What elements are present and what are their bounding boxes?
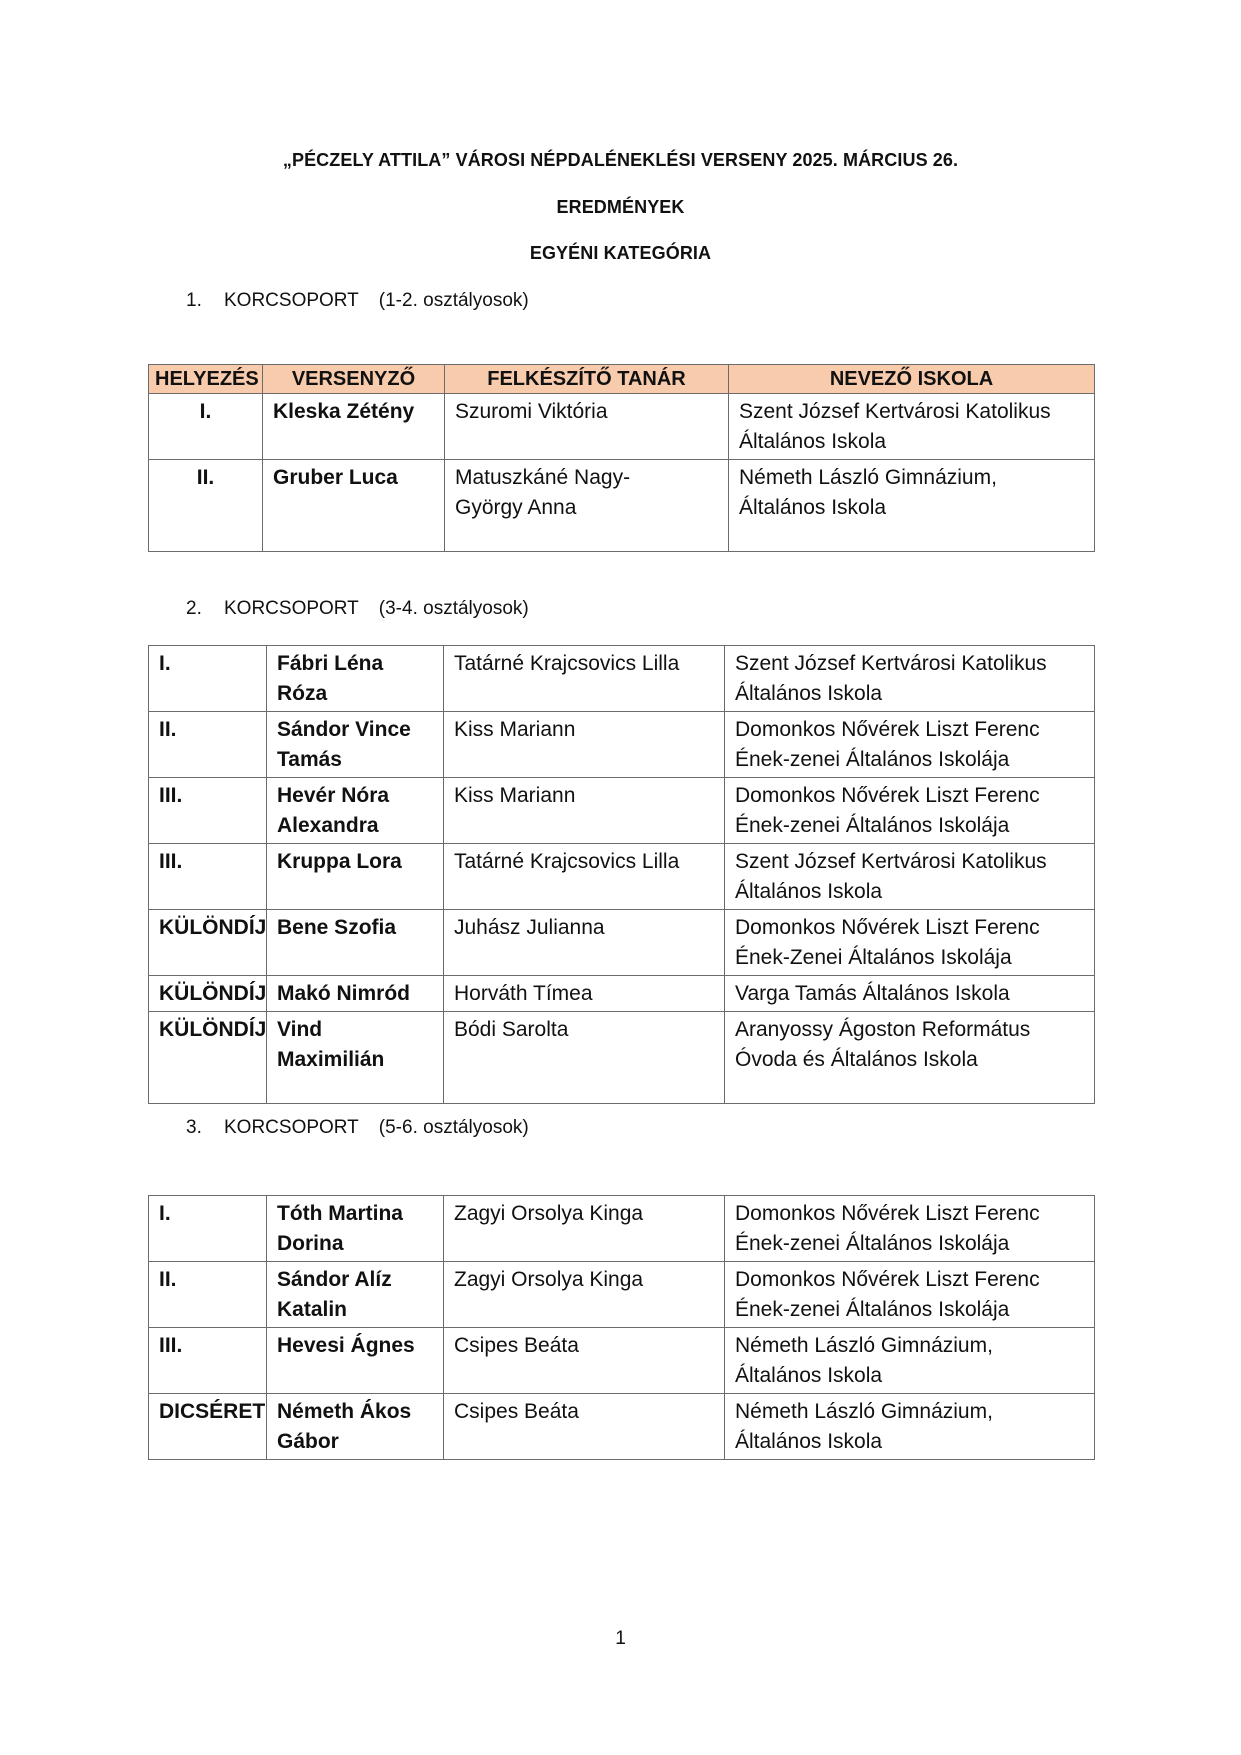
placement-cell: KÜLÖNDÍJ — [149, 976, 267, 1012]
school-cell: Domonkos Nővérek Liszt Ferenc Ének-zenei Általános Iskolája — [725, 712, 1095, 778]
competitor-cell: Vind Maximilián — [267, 1012, 444, 1104]
group-3-title — [186, 1117, 529, 1139]
table-row — [149, 460, 1095, 552]
header-placement: HELYEZÉS — [149, 365, 263, 394]
teacher-cell: Csipes Beáta — [444, 1328, 725, 1394]
table-row — [149, 910, 1095, 976]
teacher-cell: Szuromi Viktória — [445, 394, 729, 460]
placement-cell: KÜLÖNDÍJ — [149, 1012, 267, 1104]
table-row — [149, 394, 1095, 460]
school-cell: Németh László Gimnázium, Általános Iskola — [725, 1328, 1095, 1394]
table-row — [149, 976, 1095, 1012]
placement-cell: II. — [149, 712, 267, 778]
school-cell: Szent József Kertvárosi Katolikus Általános Iskola — [725, 646, 1095, 712]
teacher-cell: Kiss Mariann — [444, 778, 725, 844]
table-row — [149, 844, 1095, 910]
placement-cell: KÜLÖNDÍJ — [149, 910, 267, 976]
competitor-cell: Bene Szofia — [267, 910, 444, 976]
placement-cell: I. — [149, 394, 263, 460]
group-number: 3. — [186, 1117, 202, 1138]
school-cell: Szent József Kertvárosi Katolikus Általános Iskola — [725, 844, 1095, 910]
table-row — [149, 1328, 1095, 1394]
table-row — [149, 646, 1095, 712]
competitor-cell: Kruppa Lora — [267, 844, 444, 910]
school-cell: Domonkos Nővérek Liszt Ferenc Ének-zenei Általános Iskolája — [725, 1262, 1095, 1328]
group-range: (3-4. osztályosok) — [378, 598, 529, 619]
competitor-cell: Kleska Zétény — [263, 394, 445, 460]
teacher-cell: Horváth Tímea — [444, 976, 725, 1012]
group-range: (5-6. osztályosok) — [378, 1117, 529, 1138]
header-teacher: FELKÉSZÍTŐ TANÁR — [445, 365, 729, 394]
competitor-cell: Németh Ákos Gábor — [267, 1394, 444, 1460]
group-label: KORCSOPORT — [224, 290, 359, 311]
table-row — [149, 1394, 1095, 1460]
competitor-cell: Tóth Martina Dorina — [267, 1196, 444, 1262]
category-heading: EGYÉNI KATEGÓRIA — [529, 243, 712, 263]
header-school: NEVEZŐ ISKOLA — [729, 365, 1095, 394]
table-row — [149, 1196, 1095, 1262]
teacher-cell: Zagyi Orsolya Kinga — [444, 1196, 725, 1262]
table-row — [149, 778, 1095, 844]
school-cell: Domonkos Nővérek Liszt Ferenc Ének-zenei Általános Iskolája — [725, 1196, 1095, 1262]
placement-cell: I. — [149, 646, 267, 712]
school-cell: Németh László Gimnázium, Általános Iskola — [725, 1394, 1095, 1460]
school-cell: Aranyossy Ágoston Református Óvoda és Általános Iskola — [725, 1012, 1095, 1104]
placement-cell: III. — [149, 1328, 267, 1394]
placement-cell: II. — [149, 460, 263, 552]
placement-cell: I. — [149, 1196, 267, 1262]
school-cell: Varga Tamás Általános Iskola — [725, 976, 1095, 1012]
group-number: 1. — [186, 290, 202, 311]
table-row — [149, 1262, 1095, 1328]
school-cell: Domonkos Nővérek Liszt Ferenc Ének-Zenei Általános Iskolája — [725, 910, 1095, 976]
school-cell: Domonkos Nővérek Liszt Ferenc Ének-zenei Általános Iskolája — [725, 778, 1095, 844]
school-cell: Szent József Kertvárosi Katolikus Általános Iskola — [729, 394, 1095, 460]
placement-cell: III. — [149, 778, 267, 844]
teacher-cell: Csipes Beáta — [444, 1394, 725, 1460]
group-label: KORCSOPORT — [224, 598, 359, 619]
teacher-cell: Kiss Mariann — [444, 712, 725, 778]
group-number: 2. — [186, 598, 202, 619]
group-range: (1-2. osztályosok) — [378, 290, 529, 311]
results-table-group-3 — [148, 1195, 1095, 1460]
table-header-row — [149, 365, 1095, 394]
placement-cell: III. — [149, 844, 267, 910]
header-competitor: VERSENYZŐ — [263, 365, 445, 394]
placement-cell: DICSÉRET — [149, 1394, 267, 1460]
teacher-name: Matuszkáné Nagy-György Anna — [455, 466, 631, 519]
school-cell: Németh László Gimnázium, Általános Iskola — [729, 460, 1095, 552]
competitor-cell: Hevér Nóra Alexandra — [267, 778, 444, 844]
competitor-cell: Makó Nimród — [267, 976, 444, 1012]
table-row — [149, 712, 1095, 778]
competitor-cell: Sándor Alíz Katalin — [267, 1262, 444, 1328]
competitor-cell: Sándor Vince Tamás — [267, 712, 444, 778]
competitor-cell: Hevesi Ágnes — [267, 1328, 444, 1394]
table-row — [149, 1012, 1095, 1104]
placement-cell: II. — [149, 1262, 267, 1328]
teacher-cell — [445, 460, 729, 552]
group-label: KORCSOPORT — [224, 1117, 359, 1138]
group-1-title — [186, 290, 529, 312]
results-table-group-1 — [148, 364, 1095, 552]
document-subtitle: EREDMÉNYEK — [556, 197, 685, 217]
document-title: „PÉCZELY ATTILA” VÁROSI NÉPDALÉNEKLÉSI VERSENY 2025. MÁRCIUS 26. — [282, 150, 959, 170]
teacher-cell: Tatárné Krajcsovics Lilla — [444, 844, 725, 910]
teacher-cell: Juhász Julianna — [444, 910, 725, 976]
competitor-cell: Gruber Luca — [263, 460, 445, 552]
group-2-title — [186, 598, 529, 620]
competitor-cell: Fábri Léna Róza — [267, 646, 444, 712]
teacher-cell: Bódi Sarolta — [444, 1012, 725, 1104]
teacher-cell: Zagyi Orsolya Kinga — [444, 1262, 725, 1328]
results-table-group-2 — [148, 645, 1095, 1104]
page-number: 1 — [615, 1628, 626, 1649]
teacher-cell: Tatárné Krajcsovics Lilla — [444, 646, 725, 712]
